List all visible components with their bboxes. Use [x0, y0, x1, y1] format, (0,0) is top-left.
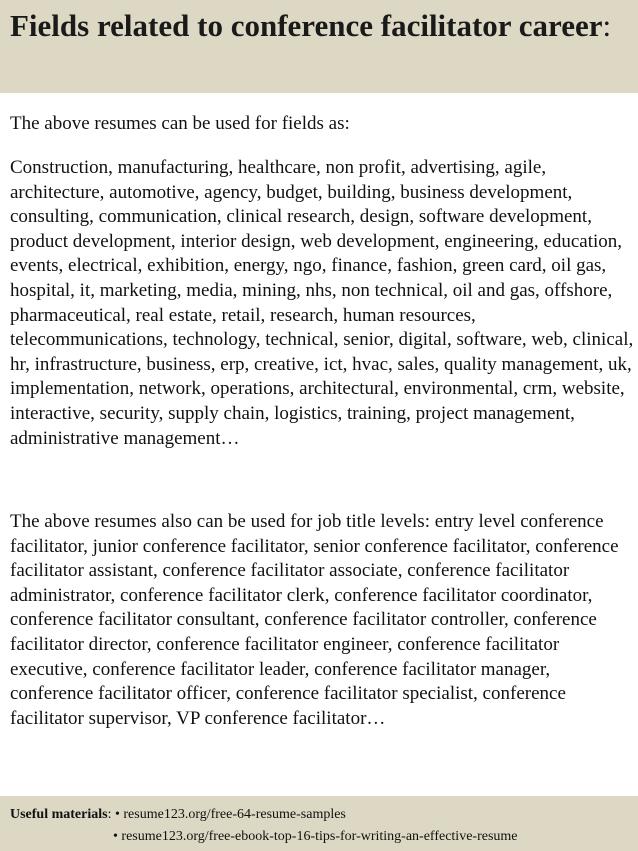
resume-samples-link[interactable]: • resume123.org/free-64-resume-samples — [114, 807, 346, 822]
footer — [0, 796, 638, 851]
page-title — [10, 6, 628, 46]
page-title-colon: : — [602, 8, 612, 43]
useful-materials-colon: : — [107, 807, 112, 822]
title-bar — [0, 0, 638, 93]
footer-row-1 — [10, 804, 638, 826]
intro-text: The above resumes can be used for fields as: — [10, 113, 350, 134]
page-title-text: Fields related to conference facilitator career — [10, 8, 603, 43]
ebook-tips-link[interactable]: • resume123.org/free-ebook-top-16-tips-for-writing-an-effective-resume — [113, 829, 518, 844]
fields-paragraph: Construction, manufacturing, healthcare, non profit, advertising, agile, architecture, automotive, agency, budget, building, business development, consulting, communication, clinical research, design, software development, product development, interior design, web development, engineering, education, events, electrical, exhibition, energy, ngo, finance, fashion, green card, oil gas, hospital, it, marketing, media, mining, nhs, non technical, oil and gas, offshore, pharmaceutical, real estate, retail, research, human resources, telecommunications, technology, technical, senior, digital, software, web, clinical, hr, infrastructure, business, erp, creative, ict, hvac, sales, quality management, uk, implementation, network, operations, architectural, environmental, crm, website, interactive, security, supply chain, logistics, training, project management, administrative management… — [10, 157, 634, 449]
job-levels-paragraph: The above resumes also can be used for job title levels: entry level conference facilitator, junior conference facilitator, senior conference facilitator, conference facilitator assistant, conference facilitator associate, conference facilitator administrator, conference facilitator clerk, conference facilitator coordinator, conference facilitator consultant, conference facilitator controller, conference facilitator director, conference facilitator engineer, conference facilitator executive, conference facilitator leader, conference facilitator manager, conference facilitator officer, conference facilitator specialist, conference facilitator supervisor, VP conference facilitator… — [10, 511, 619, 729]
useful-materials-label: Useful materials — [10, 807, 108, 822]
footer-row-2 — [10, 826, 638, 848]
